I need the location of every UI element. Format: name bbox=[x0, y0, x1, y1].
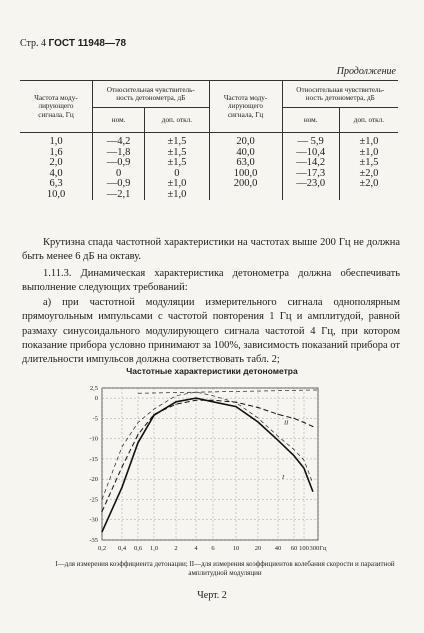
col-header-sensitivity-left: Относительная чувствитель- ность детонометра, дБ bbox=[93, 81, 210, 108]
table-cell: 1,0 bbox=[49, 136, 63, 147]
x-tick-label: 2 bbox=[174, 545, 178, 552]
y-tick-label: 0 bbox=[94, 395, 98, 403]
table-cell: — 5,9 bbox=[297, 136, 324, 147]
x-tick-label: 0,6 bbox=[133, 545, 143, 552]
data-point bbox=[195, 400, 196, 401]
table-cell: 20,0 bbox=[236, 136, 255, 147]
table-cell: 0 bbox=[174, 167, 180, 179]
data-point bbox=[257, 407, 258, 408]
x-tick-label: 20 bbox=[254, 545, 262, 552]
paragraph-item-a: а) при частотной модуляции измерительного сигнала однополярным прямоугольным импульсами с частотой повторения 1 Гц и амплитудой, равной размаху синусоидального модулирующего сигнала частотой 4 Гц, при котором показание прибора условно принимают за 100%, зависимость показаний прибора от длительности импульсов должна соответствовать табл. 2; bbox=[22, 296, 400, 366]
data-point bbox=[277, 414, 278, 415]
data-point bbox=[137, 442, 138, 443]
table-cell: 10,0 bbox=[46, 188, 66, 200]
table-cell: —17,3 bbox=[296, 167, 326, 179]
data-point bbox=[235, 402, 236, 403]
data-point bbox=[101, 511, 102, 512]
table-cell: 2,0 bbox=[49, 157, 63, 168]
page-number: Стр. 4 bbox=[20, 38, 47, 49]
x-tick-label: 60 bbox=[290, 545, 298, 552]
data-point bbox=[293, 418, 294, 419]
table-cell: ±1,0 bbox=[359, 136, 379, 147]
y-tick-label: 2,5 bbox=[89, 385, 98, 392]
tolerance-limit-top bbox=[138, 390, 318, 393]
table-cell: —1,8 bbox=[106, 146, 131, 158]
col-header-frequency-right: Частота моду- лирующего сигнала, Гц bbox=[209, 81, 282, 133]
subheader-nominal: ном. bbox=[93, 108, 145, 133]
table-cell: ±1,0 bbox=[167, 178, 187, 189]
table-cell: —10,4 bbox=[296, 146, 326, 158]
table-cell: ±1,0 bbox=[359, 146, 379, 158]
data-point bbox=[235, 406, 236, 407]
table-cell: ±2,0 bbox=[359, 167, 379, 179]
table-cell: —0,9 bbox=[106, 157, 131, 168]
data-point bbox=[312, 426, 313, 427]
table-cell: 63,0 bbox=[236, 157, 255, 168]
data-point bbox=[121, 487, 122, 488]
chart-curves bbox=[101, 390, 318, 532]
chart-caption: I—для измерения коэффициента детонации; II—для измерения коэффициентов колебания скорости и паразитной амплитудной модуляции bbox=[55, 560, 395, 577]
table-cell: 4,0 bbox=[49, 167, 63, 179]
table-cell: 0 bbox=[115, 167, 122, 179]
figure-label: Черт. 2 bbox=[197, 590, 227, 601]
y-tick-label: -25 bbox=[89, 496, 98, 504]
y-tick-label: -30 bbox=[89, 516, 98, 524]
chart-ticks bbox=[89, 385, 327, 552]
subheader-tolerance: доп. откл. bbox=[145, 108, 209, 133]
x-tick-label: 40 bbox=[274, 545, 282, 552]
data-point bbox=[277, 440, 278, 441]
chart-title: Частотные характеристики детонометра bbox=[126, 366, 298, 376]
curve-label-II: II bbox=[284, 419, 289, 427]
table-cell: 40,0 bbox=[236, 146, 255, 158]
data-point bbox=[101, 531, 102, 532]
continuation-label: Продолжение bbox=[336, 66, 396, 77]
table-cell: —14,2 bbox=[296, 157, 326, 168]
data-point bbox=[121, 466, 122, 467]
data-point bbox=[212, 400, 213, 401]
table-cell: —23,0 bbox=[296, 178, 326, 189]
standard-number: ГОСТ 11948—78 bbox=[48, 38, 127, 49]
data-point bbox=[212, 401, 213, 402]
x-tick-label: 10 bbox=[232, 545, 240, 552]
x-tick-label: 300Гц bbox=[309, 545, 327, 552]
y-tick-label: -15 bbox=[89, 455, 98, 463]
table-cell: ±1,5 bbox=[167, 157, 187, 168]
x-tick-label: 100 bbox=[299, 545, 309, 552]
table-cell: ±1,5 bbox=[359, 157, 379, 168]
data-point bbox=[293, 455, 294, 456]
table-cell: 200,0 bbox=[233, 178, 258, 189]
data-point bbox=[195, 398, 196, 399]
table-cell: ±1,5 bbox=[167, 146, 187, 158]
subheader-tolerance: доп. откл. bbox=[339, 108, 398, 133]
data-point bbox=[137, 434, 138, 435]
col-header-sensitivity-right: Относительная чувствитель- ность детонометра, дБ bbox=[282, 81, 398, 108]
plot-frame bbox=[102, 388, 318, 540]
table-cell: 100,0 bbox=[233, 167, 258, 179]
x-tick-label: 4 bbox=[194, 545, 198, 552]
data-point bbox=[175, 401, 176, 402]
paragraph-dynamic: 1.11.3. Динамическая характеристика детонометра должна обеспечивать выполнение следующих требований: bbox=[22, 268, 400, 294]
col-header-frequency-left: Частота моду- лирующего сигнала, Гц bbox=[20, 81, 93, 133]
series-line-I bbox=[102, 398, 313, 532]
table-cell: ±1,0 bbox=[167, 188, 187, 200]
tolerance-band-upper bbox=[102, 392, 313, 499]
x-tick-label: 0,2 bbox=[97, 545, 107, 552]
table-cell: 6,3 bbox=[49, 178, 63, 189]
table-cell: —0,9 bbox=[106, 178, 131, 189]
x-tick-label: 6 bbox=[211, 545, 215, 552]
chart-grid bbox=[102, 388, 318, 540]
table-cell: —4,2 bbox=[106, 136, 131, 147]
y-tick-label: -35 bbox=[89, 537, 98, 544]
y-tick-label: -20 bbox=[89, 476, 98, 484]
y-tick-label: -5 bbox=[92, 415, 98, 423]
data-point bbox=[303, 422, 304, 423]
table-cell: —2,1 bbox=[106, 188, 131, 200]
data-point bbox=[175, 404, 176, 405]
data-point bbox=[303, 468, 304, 469]
table-cell: 1,6 bbox=[49, 146, 63, 158]
subheader-nominal: ном. bbox=[282, 108, 339, 133]
data-point bbox=[312, 491, 313, 492]
table-cell: ±1,5 bbox=[167, 136, 187, 147]
x-tick-label: 1,0 bbox=[149, 545, 159, 552]
data-point bbox=[257, 421, 258, 422]
table-cell: ±2,0 bbox=[359, 178, 379, 189]
curve-label-I: I bbox=[282, 474, 285, 482]
x-tick-label: 0,4 bbox=[117, 545, 127, 552]
y-tick-label: -10 bbox=[89, 435, 98, 443]
data-point bbox=[153, 414, 154, 415]
paragraph-slope: Крутизна спада частотной характеристики на частотах выше 200 Гц не должна быть менее 6 дБ на октаву. bbox=[22, 237, 400, 263]
